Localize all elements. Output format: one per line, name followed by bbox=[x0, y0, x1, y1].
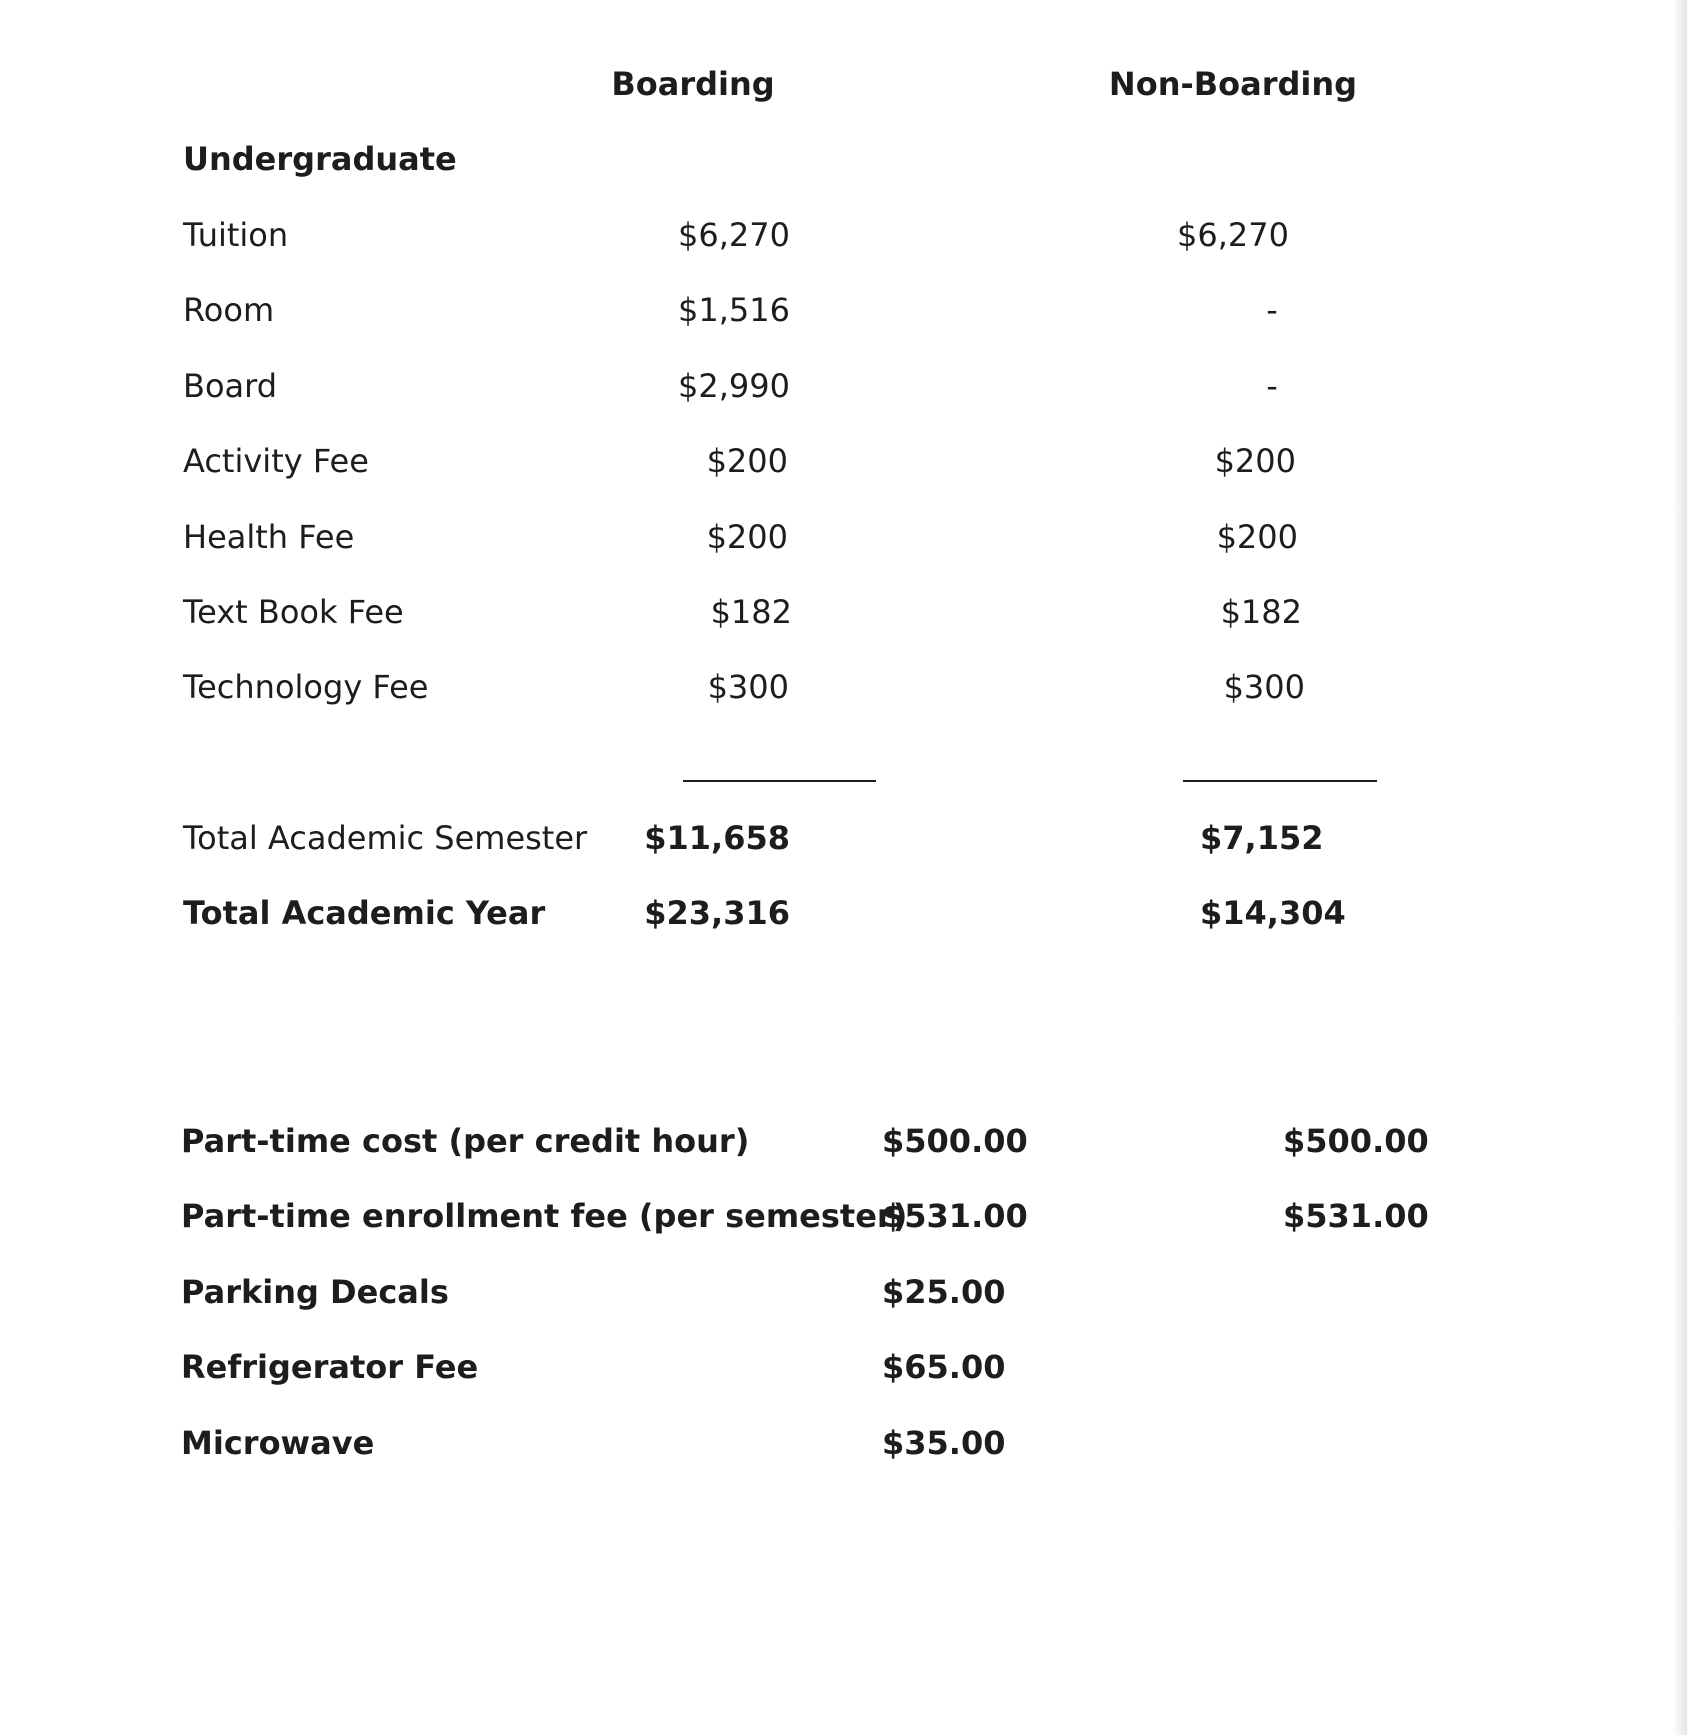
extra-boarding-refrigerator-fee: $65.00 bbox=[882, 1348, 1006, 1386]
total-year-label: Total Academic Year bbox=[183, 894, 546, 932]
row-boarding-room: $1,516 bbox=[678, 291, 790, 329]
extra-non-boarding-part-time-enrollment-fee: $531.00 bbox=[1283, 1197, 1429, 1235]
total-semester-label: Total Academic Semester bbox=[183, 819, 588, 857]
extra-non-boarding-part-time-cost: $500.00 bbox=[1283, 1122, 1429, 1160]
section-title-undergraduate: Undergraduate bbox=[183, 140, 457, 178]
subtotal-rule-boarding bbox=[683, 780, 876, 782]
row-boarding-tuition: $6,270 bbox=[678, 216, 790, 254]
row-non-boarding-room: - bbox=[1266, 291, 1278, 329]
row-non-boarding-technology-fee: $300 bbox=[1223, 668, 1305, 706]
row-label-board: Board bbox=[183, 367, 278, 405]
header-non-boarding: Non-Boarding bbox=[1108, 65, 1358, 103]
total-semester-boarding: $11,658 bbox=[644, 819, 790, 857]
row-label-text-book-fee: Text Book Fee bbox=[183, 593, 404, 631]
row-label-room: Room bbox=[183, 291, 275, 329]
extra-boarding-part-time-enrollment-fee: $531.00 bbox=[882, 1197, 1028, 1235]
row-non-boarding-health-fee: $200 bbox=[1216, 518, 1298, 556]
row-non-boarding-text-book-fee: $182 bbox=[1220, 593, 1302, 631]
row-label-health-fee: Health Fee bbox=[183, 518, 355, 556]
row-boarding-text-book-fee: $182 bbox=[710, 593, 792, 631]
total-semester-non-boarding: $7,152 bbox=[1200, 819, 1324, 857]
row-label-tuition: Tuition bbox=[183, 216, 289, 254]
extra-label-microwave: Microwave bbox=[181, 1424, 375, 1462]
extra-label-part-time-enrollment-fee: Part-time enrollment fee (per semester) bbox=[181, 1197, 908, 1235]
extra-label-parking-decals: Parking Decals bbox=[181, 1273, 449, 1311]
extra-boarding-part-time-cost: $500.00 bbox=[882, 1122, 1028, 1160]
extra-label-refrigerator-fee: Refrigerator Fee bbox=[181, 1348, 479, 1386]
row-non-boarding-activity-fee: $200 bbox=[1214, 442, 1296, 480]
header-boarding: Boarding bbox=[611, 65, 775, 103]
total-year-boarding: $23,316 bbox=[644, 894, 790, 932]
row-non-boarding-tuition: $6,270 bbox=[1177, 216, 1289, 254]
row-boarding-health-fee: $200 bbox=[706, 518, 788, 556]
scan-edge-shadow bbox=[1673, 0, 1687, 1735]
extra-boarding-parking-decals: $25.00 bbox=[882, 1273, 1006, 1311]
row-boarding-board: $2,990 bbox=[678, 367, 790, 405]
extra-boarding-microwave: $35.00 bbox=[882, 1424, 1006, 1462]
row-non-boarding-board: - bbox=[1266, 367, 1278, 405]
subtotal-rule-non-boarding bbox=[1183, 780, 1377, 782]
row-label-activity-fee: Activity Fee bbox=[183, 442, 369, 480]
extra-label-part-time-cost: Part-time cost (per credit hour) bbox=[181, 1122, 750, 1160]
total-year-non-boarding: $14,304 bbox=[1200, 894, 1346, 932]
row-boarding-technology-fee: $300 bbox=[707, 668, 789, 706]
row-boarding-activity-fee: $200 bbox=[706, 442, 788, 480]
row-label-technology-fee: Technology Fee bbox=[183, 668, 429, 706]
